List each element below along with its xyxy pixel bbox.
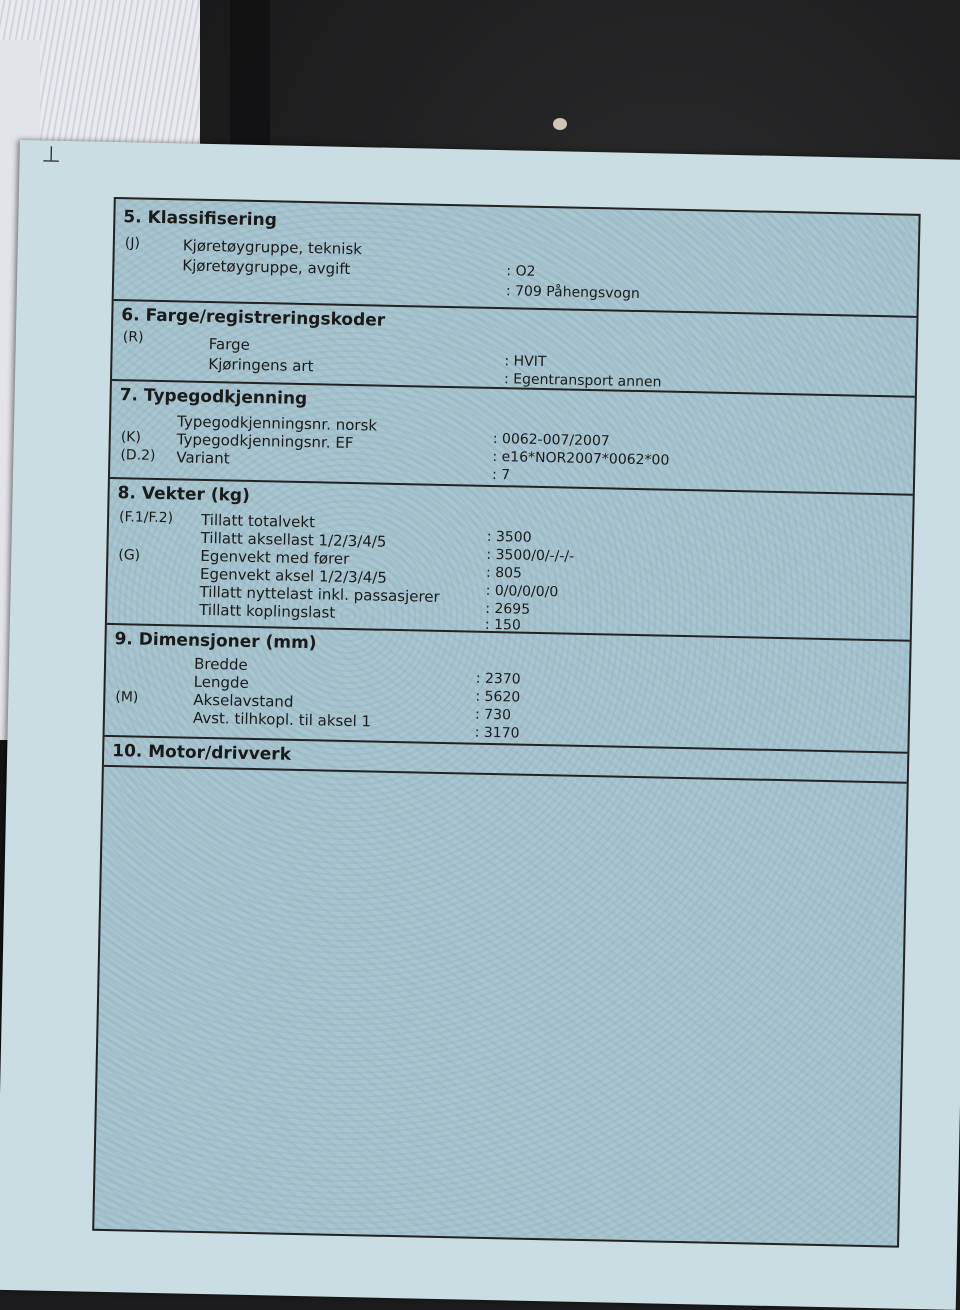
field-label: Egenvekt med fører	[200, 546, 350, 568]
field-label: Kjøretøygruppe, teknisk	[182, 236, 363, 259]
field-code: (F.1/F.2)	[118, 509, 174, 527]
field-value: : 730	[474, 706, 512, 724]
field-label: Typegodkjenningsnr. norsk	[176, 412, 378, 435]
field-label: Akselavstand	[193, 690, 294, 711]
field-label: Kjøringens art	[208, 354, 314, 376]
section-title: 7. Typegodkjenning	[119, 385, 308, 410]
section-title: 9. Dimensjoner (mm)	[114, 629, 317, 654]
section-vekter	[107, 477, 913, 642]
field-label: Bredde	[193, 654, 248, 674]
field-label: Avst. tilhkopl. til aksel 1	[192, 708, 372, 731]
seat-seam	[230, 0, 270, 160]
field-label: Variant	[176, 448, 230, 468]
corner-mark: ⊥	[41, 142, 62, 168]
field-code: (R)	[122, 329, 144, 346]
field-value: : O2	[506, 263, 536, 280]
field-value: : 0062-007/2007	[492, 430, 610, 450]
field-label: Tillatt totalvekt	[200, 510, 316, 532]
field-label: Lengde	[193, 672, 249, 692]
field-label: Egenvekt aksel 1/2/3/4/5	[199, 564, 388, 587]
field-value: : 0/0/0/0/0	[485, 582, 559, 601]
field-value: : 3170	[474, 724, 520, 742]
field-value: : 3500	[486, 528, 532, 546]
field-value: : 5620	[475, 688, 521, 706]
field-label: Tillatt nyttelast inkl. passasjerer	[199, 582, 440, 606]
field-value: : 805	[485, 564, 523, 582]
section-klassifisering	[114, 199, 919, 318]
field-label: Kjøretøygruppe, avgift	[182, 256, 351, 278]
section-title: 6. Farge/registreringskoder	[121, 305, 386, 331]
field-code: (M)	[115, 689, 139, 706]
field-code: (D.2)	[120, 447, 156, 464]
section-title: 10. Motor/drivverk	[112, 741, 292, 765]
section-dimensjoner	[105, 623, 910, 754]
registration-document	[0, 140, 960, 1310]
field-code: (J)	[124, 235, 141, 252]
field-label: Tillatt aksellast 1/2/3/4/5	[200, 528, 387, 551]
field-value: : Egentransport annen	[503, 371, 662, 391]
field-value: : 150	[484, 616, 521, 634]
field-code: (K)	[120, 429, 142, 446]
field-value: : 7	[491, 466, 511, 484]
field-code: (G)	[118, 547, 141, 564]
field-value: : HVIT	[504, 353, 547, 371]
field-value: : 3500/0/-/-/-	[486, 546, 575, 565]
section-typegodkjenning	[110, 379, 915, 496]
field-value: : 2370	[475, 670, 521, 688]
seat-speck	[553, 118, 567, 130]
section-title: 8. Vekter (kg)	[117, 483, 251, 506]
field-value: : 709 Påhengsvogn	[505, 283, 640, 303]
field-value: : 2695	[485, 600, 531, 618]
field-value: : e16*NOR2007*0062*00	[492, 448, 670, 469]
section-title: 5. Klassifisering	[123, 207, 278, 231]
form-table	[92, 197, 920, 1248]
field-label: Farge	[208, 335, 251, 354]
field-label: Typegodkjenningsnr. EF	[176, 430, 354, 453]
field-label: Tillatt koplingslast	[199, 600, 336, 622]
